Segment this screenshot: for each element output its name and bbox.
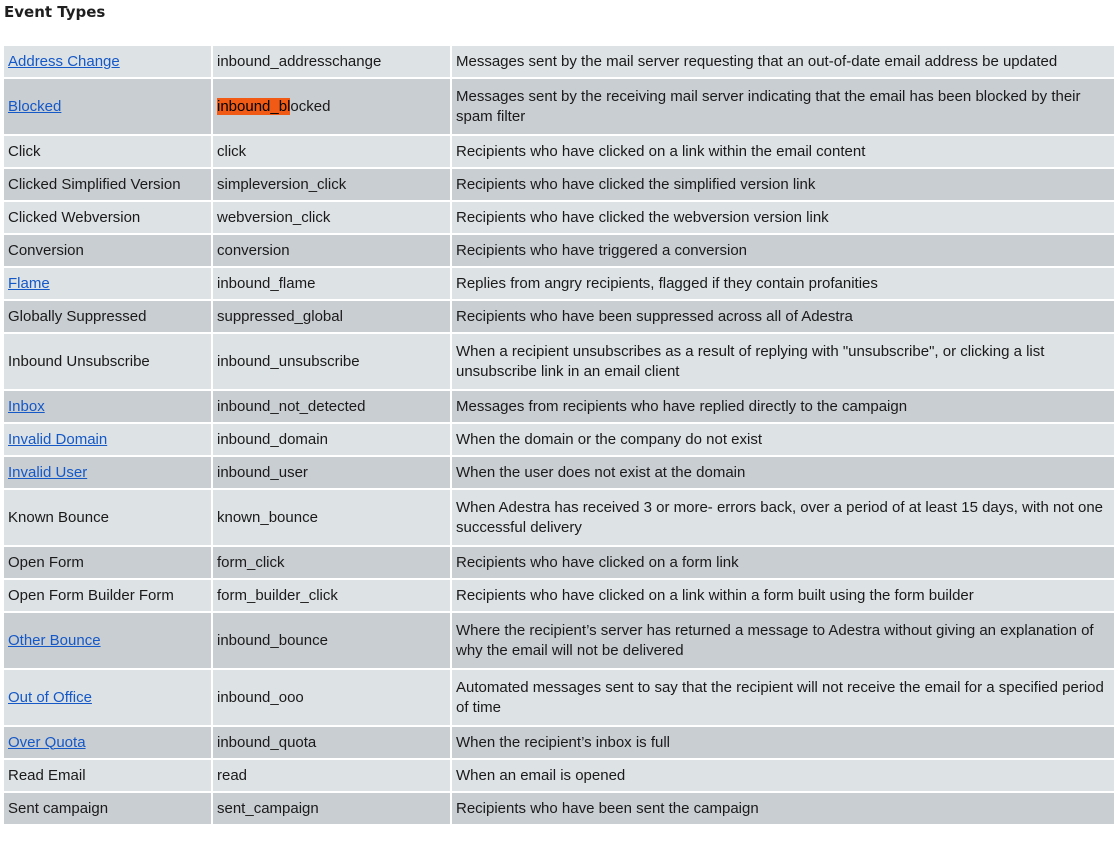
event-description-cell: When an email is opened [452,760,1114,791]
event-description-cell: Recipients who have been suppressed across all of Adestra [452,301,1114,332]
event-code-cell: conversion [213,235,450,266]
table-row [4,391,1114,422]
event-name-cell: Known Bounce [4,490,211,545]
event-code-cell: inbound_bounce [213,613,450,668]
event-name-link[interactable]: Inbox [8,397,45,415]
event-description-cell: Recipients who have been sent the campaign [452,793,1114,824]
event-description-cell: When a recipient unsubscribes as a result of replying with "unsubscribe", or clicking a list unsubscribe link in an email client [452,334,1114,389]
event-code-cell: known_bounce [213,490,450,545]
page-title: Event Types [4,3,106,21]
event-code-cell: inbound_quota [213,727,450,758]
event-code-cell: inbound_unsubscribe [213,334,450,389]
event-name-cell: Click [4,136,211,167]
event-name-link[interactable]: Flame [8,274,50,292]
table-row [4,547,1114,578]
event-name-cell [4,727,211,758]
event-description-cell: When the domain or the company do not exist [452,424,1114,455]
event-name-cell [4,424,211,455]
event-code-cell: inbound_flame [213,268,450,299]
event-code-cell: form_builder_click [213,580,450,611]
event-name-cell: Sent campaign [4,793,211,824]
event-description-cell: When the recipient’s inbox is full [452,727,1114,758]
table-row [4,334,1114,389]
search-highlight: inbound_bl [217,97,291,115]
table-row [4,79,1114,134]
event-name-cell: Open Form [4,547,211,578]
event-name-link[interactable]: Invalid User [8,463,88,481]
event-name-link[interactable]: Invalid Domain [8,430,108,448]
event-name-link[interactable]: Blocked [8,97,62,115]
event-name-cell [4,670,211,725]
table-row [4,580,1114,611]
event-code-cell: webversion_click [213,202,450,233]
event-name-cell: Clicked Simplified Version [4,169,211,200]
event-code-cell: inbound_not_detected [213,391,450,422]
event-name-cell: Globally Suppressed [4,301,211,332]
event-description-cell: Recipients who have triggered a conversion [452,235,1114,266]
event-code-rest: ocked [290,97,331,115]
event-name-cell [4,79,211,134]
event-name-cell: Open Form Builder Form [4,580,211,611]
event-code-cell: simpleversion_click [213,169,450,200]
event-description-cell: Messages sent by the receiving mail server indicating that the email has been blocked by their spam filter [452,79,1114,134]
event-description-cell: Automated messages sent to say that the recipient will not receive the email for a specified period of time [452,670,1114,725]
event-name-cell [4,391,211,422]
event-name-link[interactable]: Out of Office [8,688,92,706]
event-code-cell: form_click [213,547,450,578]
table-row [4,424,1114,455]
table-row [4,490,1114,545]
event-name-cell [4,457,211,488]
table-row [4,457,1114,488]
event-code-cell: inbound_user [213,457,450,488]
event-name-cell: Read Email [4,760,211,791]
event-description-cell: When Adestra has received 3 or more- errors back, over a period of at least 15 days, with not one successful delivery [452,490,1114,545]
event-description-cell: Recipients who have clicked on a link within the email content [452,136,1114,167]
event-name-cell [4,46,211,77]
event-name-cell [4,613,211,668]
table-row [4,727,1114,758]
event-name-cell: Clicked Webversion [4,202,211,233]
event-code-cell: click [213,136,450,167]
event-name-cell [4,268,211,299]
table-row [4,301,1114,332]
table-row [4,235,1114,266]
table-row [4,136,1114,167]
event-types-table [2,44,1116,826]
event-code-cell: sent_campaign [213,793,450,824]
event-description-cell: Messages sent by the mail server requesting that an out-of-date email address be updated [452,46,1114,77]
event-description-cell: Recipients who have clicked the simplified version link [452,169,1114,200]
event-name-link[interactable]: Other Bounce [8,631,101,649]
event-description-cell: Recipients who have clicked the webversion version link [452,202,1114,233]
event-description-cell: Recipients who have clicked on a link within a form built using the form builder [452,580,1114,611]
table-row [4,613,1114,668]
event-description-cell: Replies from angry recipients, flagged if they contain profanities [452,268,1114,299]
event-description-cell: Messages from recipients who have replied directly to the campaign [452,391,1114,422]
event-code-cell: inbound_addresschange [213,46,450,77]
event-code-cell [213,79,450,134]
event-description-cell: When the user does not exist at the domain [452,457,1114,488]
table-row [4,670,1114,725]
event-code-cell: suppressed_global [213,301,450,332]
table-row [4,202,1114,233]
event-code-cell: inbound_domain [213,424,450,455]
table-row [4,268,1114,299]
event-description-cell: Where the recipient’s server has returned a message to Adestra without giving an explanation of why the email will not be delivered [452,613,1114,668]
table-row [4,793,1114,824]
event-name-link[interactable]: Address Change [8,52,120,70]
table-row [4,46,1114,77]
event-code-cell: read [213,760,450,791]
event-description-cell: Recipients who have clicked on a form link [452,547,1114,578]
event-name-link[interactable]: Over Quota [8,733,86,751]
event-code-cell: inbound_ooo [213,670,450,725]
table-row [4,760,1114,791]
table-row [4,169,1114,200]
event-name-cell: Conversion [4,235,211,266]
event-name-cell: Inbound Unsubscribe [4,334,211,389]
